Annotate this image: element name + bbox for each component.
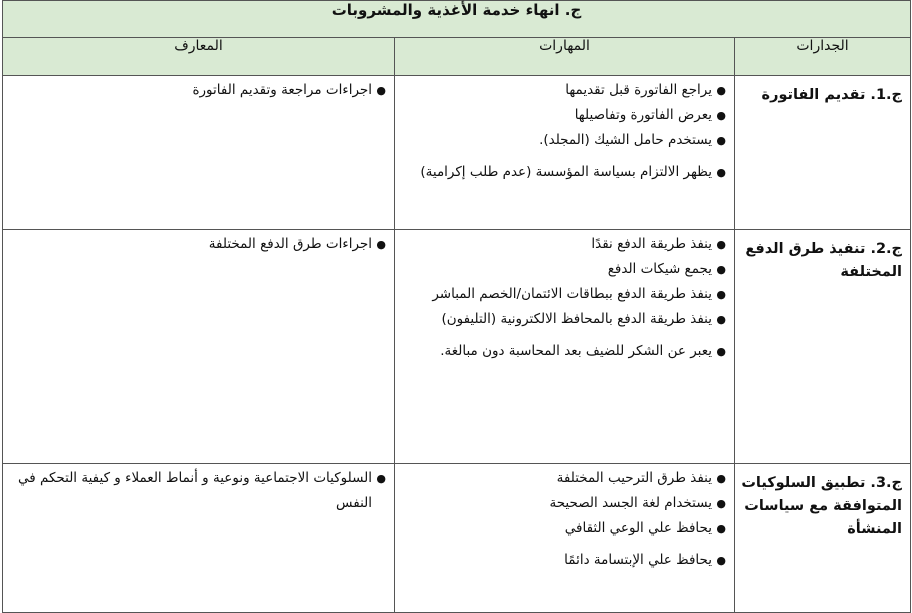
list-item: ● يحافظ علي الوعي الثقافي (401, 516, 726, 541)
list-item: ● ينفذ طريقة الدفع ببطاقات الائتمان/الخصم المباشر (401, 282, 726, 307)
merit-cell: ج.2. تنفيذ طرق الدفع المختلفة (735, 230, 911, 464)
title-row (3, 1, 911, 38)
header-knowledge: المعارف (3, 38, 395, 76)
bullet-icon: ● (716, 472, 727, 485)
header-row (3, 38, 911, 76)
knowledge-cell (3, 230, 395, 464)
merit-cell: ج.3. تطبيق السلوكيات المتوافقة مع سياسات المنشأة (735, 464, 911, 613)
bullet-icon: ● (376, 238, 387, 251)
list-item: ● يعرض الفاتورة وتفاصيلها (401, 103, 726, 128)
bullet-icon: ● (716, 84, 727, 97)
skills-cell (395, 76, 735, 230)
list-item: ● اجراءات طرق الدفع المختلفة (9, 232, 386, 257)
list-item: ● يحافظ علي الإبتسامة دائمًا (401, 548, 726, 573)
knowledge-list (9, 78, 386, 103)
competency-table (2, 0, 911, 613)
list-item: ● اجراءات مراجعة وتقديم الفاتورة (9, 78, 386, 103)
knowledge-cell (3, 464, 395, 613)
header-skills: المهارات (395, 38, 735, 76)
skills-list (401, 78, 726, 185)
table-title: ج. انهاء خدمة الأغذية والمشروبات (3, 1, 911, 38)
header-merits: الجدارات (735, 38, 911, 76)
skills-list (401, 466, 726, 573)
bullet-icon: ● (716, 345, 727, 358)
bullet-icon: ● (716, 288, 727, 301)
bullet-icon: ● (716, 238, 727, 251)
list-item: ● السلوكيات الاجتماعية ونوعية و أنماط العملاء و كيفية التحكم في النفس (9, 466, 386, 516)
bullet-icon: ● (376, 472, 387, 485)
list-item: ● يظهر الالتزام بسياسة المؤسسة (عدم طلب إكرامية) (401, 160, 726, 185)
list-item: ● ينفذ طرق الترحيب المختلفة (401, 466, 726, 491)
list-item: ● ينفذ طريقة الدفع نقدًا (401, 232, 726, 257)
list-item: ● ينفذ طريقة الدفع بالمحافظ الالكترونية (التليفون) (401, 307, 726, 332)
list-item: ● يعبر عن الشكر للضيف بعد المحاسبة دون مبالغة. (401, 339, 726, 364)
list-item: ● يجمع شيكات الدفع (401, 257, 726, 282)
bullet-icon: ● (716, 313, 727, 326)
bullet-icon: ● (716, 166, 727, 179)
bullet-icon: ● (716, 522, 727, 535)
bullet-icon: ● (716, 109, 727, 122)
list-item: ● يراجع الفاتورة قبل تقديمها (401, 78, 726, 103)
table-row (3, 230, 911, 464)
bullet-icon: ● (376, 84, 387, 97)
knowledge-list (9, 466, 386, 516)
table-row (3, 464, 911, 613)
skills-cell (395, 464, 735, 613)
list-item: ● يستخدام لغة الجسد الصحيحة (401, 491, 726, 516)
list-item: ● يستخدم حامل الشيك (المجلد). (401, 128, 726, 153)
bullet-icon: ● (716, 263, 727, 276)
bullet-icon: ● (716, 134, 727, 147)
knowledge-cell (3, 76, 395, 230)
skills-cell (395, 230, 735, 464)
bullet-icon: ● (716, 554, 727, 567)
skills-list (401, 232, 726, 364)
merit-cell: ج.1. تقديم الفاتورة (735, 76, 911, 230)
knowledge-list (9, 232, 386, 257)
bullet-icon: ● (716, 497, 727, 510)
table-row (3, 76, 911, 230)
